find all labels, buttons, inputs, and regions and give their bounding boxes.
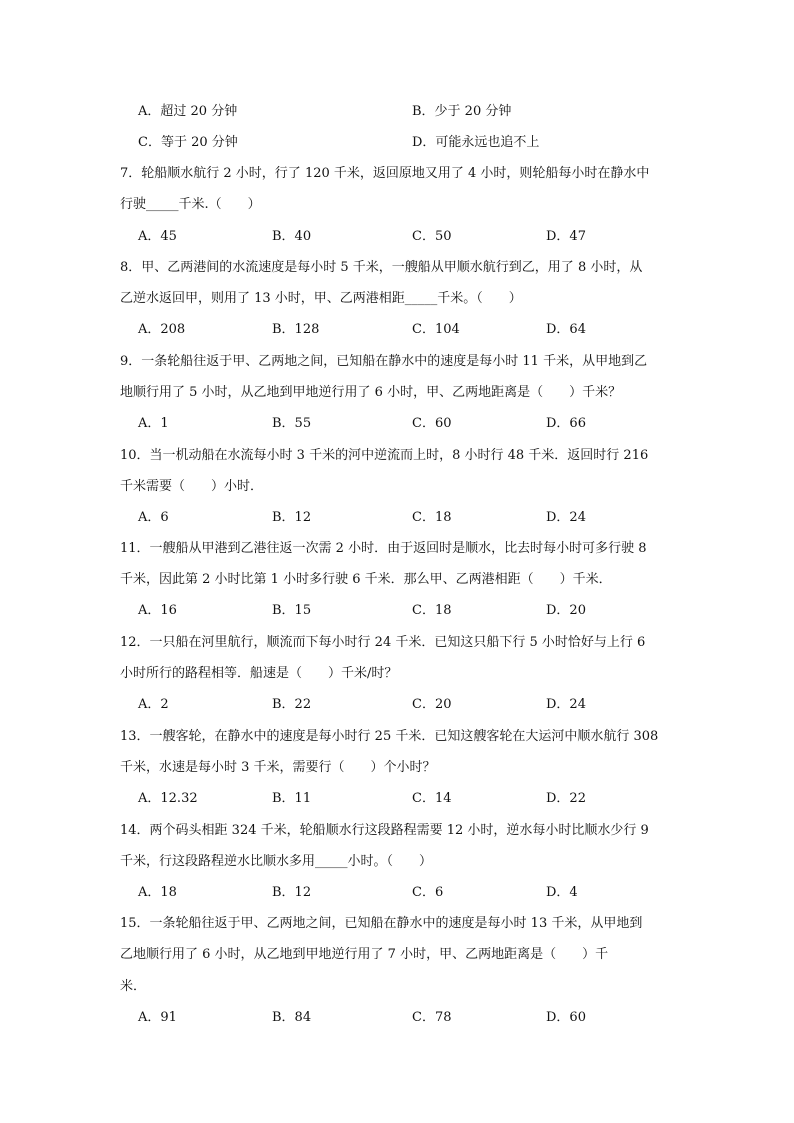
option-d: D．47 (546, 229, 586, 244)
option-b: B．15 (272, 603, 312, 618)
question-10-options (0, 508, 794, 528)
option-d: D．可能永远也追不上 (412, 135, 540, 150)
question-12-line-1: 12．一只船在河里航行，顺流而下每小时行 24 千米．已知这只船下行 5 小时恰好与上行 6 (120, 635, 646, 650)
option-d: D．22 (546, 791, 586, 806)
option-d: D．4 (546, 885, 578, 900)
option-a: A．208 (138, 322, 186, 337)
option-b: B．12 (272, 510, 312, 525)
question-14-line-2: 千米，行这段路程逆水比顺水多用_____小时。（ ） (120, 854, 433, 869)
option-b: B．11 (272, 791, 312, 806)
option-b: B．128 (272, 322, 320, 337)
question-11-line-1: 11．一艘船从甲港到乙港往返一次需 2 小时．由于返回时是顺水，比去时每小时可多行驶 8 (120, 541, 647, 556)
option-b: B．22 (272, 697, 312, 712)
question-8-line-1: 8．甲、乙两港间的水流速度是每小时 5 千米，一艘船从甲顺水航行到乙，用了 8 小时，从 (120, 260, 643, 275)
question-15-line-3: 米． (120, 979, 147, 994)
option-d: D．66 (546, 416, 586, 431)
question-15-options (0, 1008, 794, 1028)
question-8-line-2: 乙逆水返回甲，则用了 13 小时，甲、乙两港相距_____千米。（ ） (120, 291, 522, 306)
question-10-line-1: 10．当一机动船在水流每小时 3 千米的河中逆流而上时，8 小时行 48 千米．返回时行 216 (120, 448, 649, 463)
option-c: C．50 (412, 229, 452, 244)
option-c: C．78 (412, 1010, 452, 1025)
prev-options-row-2 (0, 133, 794, 153)
option-c: C．18 (412, 603, 452, 618)
prev-options-row-1 (0, 102, 794, 122)
question-9-line-1: 9．一条轮船往返于甲、乙两地之间，已知船在静水中的速度是每小时 11 千米，从甲地到乙 (120, 354, 648, 369)
option-d: D．24 (546, 510, 586, 525)
option-c: C．104 (412, 322, 460, 337)
option-a: A．18 (138, 885, 177, 900)
question-13-line-2: 千米，水速是每小时 3 千米，需要行（ ）个小时？ (120, 760, 436, 775)
option-a: A．91 (138, 1010, 177, 1025)
option-b: B．少于 20 分钟 (412, 104, 512, 119)
option-c: C．20 (412, 697, 452, 712)
question-15-line-1: 15．一条轮船往返于甲、乙两地之间，已知船在静水中的速度是每小时 13 千米，从甲地到 (120, 916, 643, 931)
question-11-line-2: 千米，因此第 2 小时比第 1 小时多行驶 6 千米．那么甲、乙两港相距（ ）千米． (120, 572, 612, 587)
question-13-options (0, 789, 794, 809)
question-9-line-2: 地顺行用了 5 小时，从乙地到甲地逆行用了 6 小时，甲、乙两地距离是（ ）千米？ (120, 385, 622, 400)
option-a: A．16 (138, 603, 177, 618)
option-b: B．12 (272, 885, 312, 900)
option-a: A．2 (138, 697, 169, 712)
option-b: B．40 (272, 229, 312, 244)
option-a: A．1 (138, 416, 169, 431)
question-14-line-1: 14．两个码头相距 324 千米，轮船顺水行这段路程需要 12 小时，逆水每小时比顺水少行 9 (120, 823, 649, 838)
question-7-line-1: 7．轮船顺水航行 2 小时，行了 120 千米，返回原地又用了 4 小时，则轮船每小时在静水中 (120, 166, 650, 181)
option-d: D．20 (546, 603, 586, 618)
option-d: D．24 (546, 697, 586, 712)
question-10-line-2: 千米需要（ ）小时． (120, 479, 264, 494)
question-12-options (0, 695, 794, 715)
question-11-options (0, 601, 794, 621)
option-c: C．等于 20 分钟 (138, 135, 238, 150)
question-15-line-2: 乙地顺行用了 6 小时，从乙地到甲地逆行用了 7 小时，甲、乙两地距离是（ ）千 (120, 947, 609, 962)
option-a: A．6 (138, 510, 169, 525)
option-b: B．84 (272, 1010, 312, 1025)
question-7-line-2: 行驶_____千米.（ ） (120, 197, 261, 212)
question-9-options (0, 414, 794, 434)
option-a: A．45 (138, 229, 177, 244)
option-a: A．超过 20 分钟 (138, 104, 238, 119)
option-c: C．60 (412, 416, 452, 431)
question-13-line-1: 13．一艘客轮，在静水中的速度是每小时行 25 千米．已知这艘客轮在大运河中顺水航行 308 (120, 729, 659, 744)
option-c: C．14 (412, 791, 452, 806)
question-8-options (0, 320, 794, 340)
question-12-line-2: 小时所行的路程相等．船速是（ ）千米/时？ (120, 666, 398, 681)
question-7-options (0, 227, 794, 247)
option-c: C．6 (412, 885, 444, 900)
option-a: A．12.32 (138, 791, 198, 806)
option-d: D．64 (546, 322, 586, 337)
question-14-options (0, 883, 794, 903)
option-b: B．55 (272, 416, 312, 431)
option-d: D．60 (546, 1010, 586, 1025)
option-c: C．18 (412, 510, 452, 525)
